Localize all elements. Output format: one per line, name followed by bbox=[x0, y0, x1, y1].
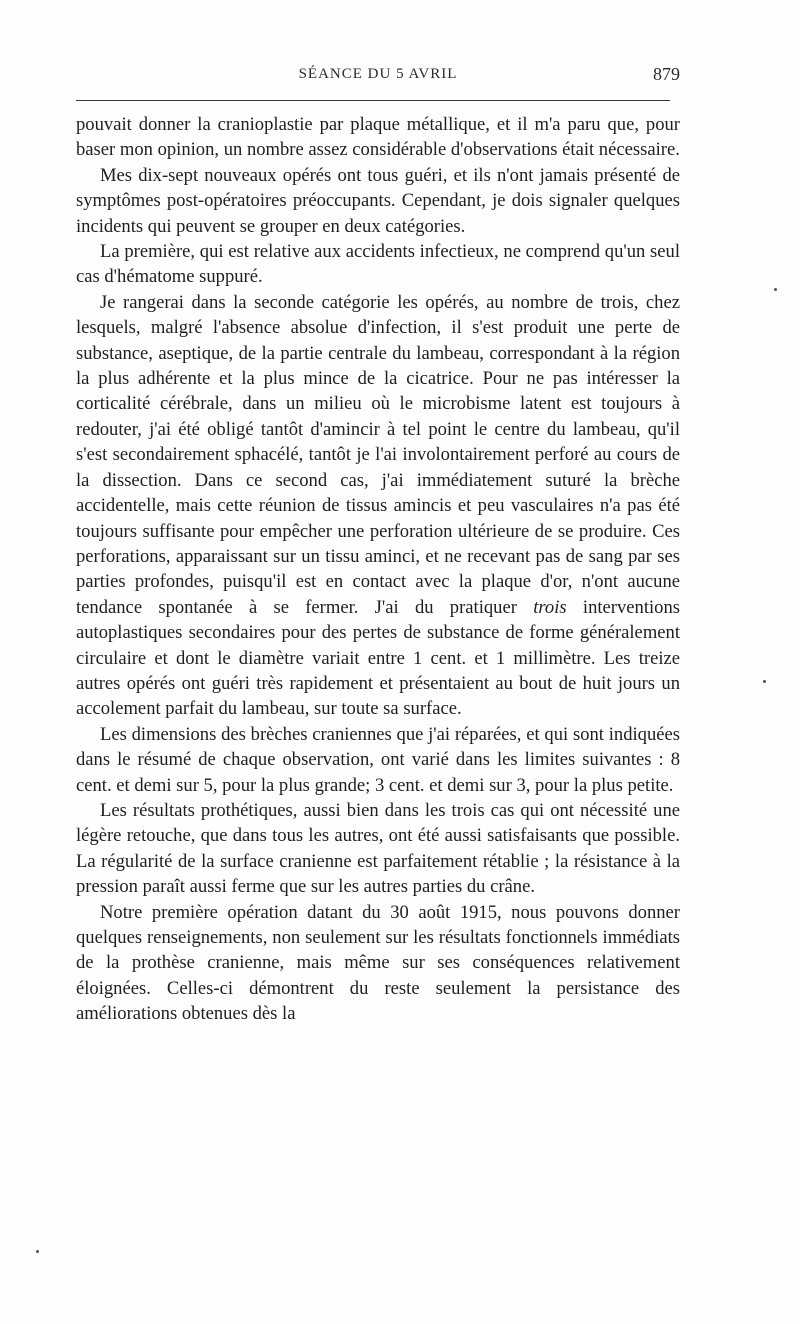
scan-speck bbox=[774, 288, 777, 291]
paragraph-5: Les dimensions des brèches craniennes que j'ai réparées, et qui sont indiquées dans le résumé de chaque observation, ont varié dans les limites suivantes : 8 cent. et demi sur 5, pour la plus grande; 3 cent. et demi sur 3, pour la plus petite. bbox=[76, 723, 680, 796]
paragraph-4-part-2: interventions autoplastiques secondaires pour des pertes de substance de forme généralement circulaire et dont le diamètre variait entre 1 cent. et 1 millimètre. Les treize autres opérés ont guéri très rapidement et présentaient au bout de huit jours un accolement parfait du lambeau, sur toute sa surface. bbox=[76, 596, 681, 720]
scan-speck bbox=[36, 1250, 39, 1253]
paragraph-6: Les résultats prothétiques, aussi bien dans les trois cas qui ont nécessité une légère retouche, que dans tous les autres, ont été aussi satisfaisants que possible. La régularité de la surface cranienne est parfaitement rétablie ; la résistance à la pression paraît aussi ferme que sur les autres parties du crâne. bbox=[76, 799, 680, 898]
italic-trois: trois bbox=[533, 596, 567, 618]
paragraph-7: Notre première opération datant du 30 août 1915, nous pouvons donner quelques renseignements, non seulement sur les résultats fonctionnels immédiats de la prothèse cranienne, mais même sur ses conséquences relativement éloignées. Celles-ci démontrent du reste seulement la persistance des améliorations obtenues dès la bbox=[76, 901, 680, 1025]
scan-speck bbox=[763, 680, 766, 683]
running-title: SÉANCE DU 5 AVRIL bbox=[298, 66, 458, 82]
paragraph-2: Mes dix-sept nouveaux opérés ont tous guéri, et ils n'ont jamais présenté de symptômes post-opératoires préoccupants. Cependant, je dois signaler quelques incidents qui peuvent se grouper en deux catégories. bbox=[76, 164, 680, 237]
page-number: 879 bbox=[653, 64, 680, 84]
paragraph-4 bbox=[76, 290, 680, 722]
body-text bbox=[76, 112, 680, 1027]
header-rule bbox=[76, 100, 670, 101]
paragraph-1: pouvait donner la cranioplastie par plaque métallique, et il m'a paru que, pour baser mon opinion, un nombre assez considérable d'observations était nécessaire. bbox=[76, 114, 680, 161]
paragraph-4-part-1: Je rangerai dans la seconde catégorie les opérés, au nombre de trois, chez lesquels, malgré l'absence absolue d'infection, il s'est produit une perte de substance, aseptique, de la partie centrale du lambeau, correspondant à la région la plus adhérente et la plus mince de la cicatrice. Pour ne pas intéresser la corticalité cérébrale, dans un milieu où le microbisme latent est toujours à redouter, j'ai été obligé tantôt d'amincir à tel point le centre du lambeau, qu'il s'est secondairement sphacélé, tantôt je l'ai involontairement perforé au cours de la dissection. Dans ce second cas, j'ai immédiatement suturé la brèche accidentelle, mais cette réunion de tissus amincis et peu vasculaires n'a pas été toujours suffisante pour empêcher une perforation ultérieure de se produire. Ces perforations, apparaissant sur un tissu aminci, et ne recevant pas de sang par ses parties profondes, puisqu'il est en contact avec la plaque d'or, n'ont aucune tendance spontanée à se fermer. J'ai du pratiquer bbox=[76, 291, 680, 618]
paragraph-3: La première, qui est relative aux accidents infectieux, ne comprend qu'un seul cas d'hématome suppuré. bbox=[76, 241, 680, 288]
page-header bbox=[76, 62, 680, 92]
